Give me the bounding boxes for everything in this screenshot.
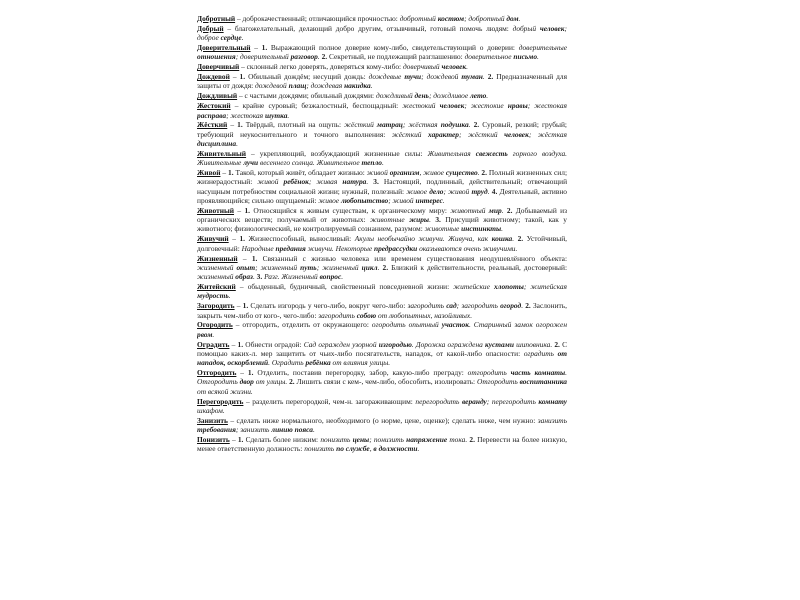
entry-headword: Доверчивый: [197, 62, 240, 72]
entry-zhivuchiy: [197, 234, 567, 253]
entry-definition: – 1. Отделить, поставив перегородку, забор, какую-либо преграду: отгородить часть комнаты. Отгородить двор от улицы. 2. Лишить связи с кем-, чем-либо, обособить, изолировать: Отгородить воспитанника от всякой жизни.: [197, 368, 567, 396]
entry-headword: Отгородить: [197, 368, 237, 378]
entry-headword: Живой: [197, 168, 221, 178]
entry-definition: – благожелательный, делающий добро другим, отзывчивый, готовый помочь людям: добрый человек; доброе сердце.: [197, 23, 567, 43]
entry-zhiznenny: [197, 254, 567, 282]
entry-peregorodit: [197, 397, 567, 416]
entry-definition: – 1. Выражающий полное доверие кому-либо, свидетельствующий о доверии: доверительные отношения; доверительный разговор. 2. Секретный, не подлежащий разглашению: доверительное письмо.: [197, 43, 567, 62]
entry-headword: Огородить: [197, 320, 233, 330]
entry-ogradit: [197, 340, 567, 368]
entry-definition: – 1. Сделать более низким: понизить цены; понизить напряжение тока. 2. Перевести на более низкую, менее ответственную должность: понизить по службе, в должности.: [197, 434, 567, 454]
entry-definition: – 1. Такой, который живёт, обладает жизнью: живой организм, живое существо. 2. Полный жизненных сил; жизнерадостный: живой ребёнок; живая натура. 3. Настоящий, подлинный, действительный; отвечающий насущным потребностям социальной жизни; нужный, полезный: живое дело; живой труд. 4. Деятельный, активно проявляющийся; сильно ощущаемый: живое любопытство; живой интерес.: [197, 168, 567, 205]
entry-zagorodit: [197, 301, 567, 320]
entry-headword: Перегородить: [197, 396, 244, 406]
entry-headword: Понизить: [197, 434, 230, 444]
entry-headword: Доверительный: [197, 43, 251, 53]
entry-definition: – 1. Обильный дождём; несущий дождь: дождевые тучи; дождевой туман. 2. Предназначенный для защиты от дождя: дождевой плащ; дождевая накидка.: [197, 72, 567, 91]
entry-dobrotny: [197, 14, 567, 23]
entry-dobry: [197, 24, 567, 43]
entry-headword: Добрый: [197, 23, 224, 33]
entry-headword: Дождевой: [197, 72, 230, 82]
entry-dozhdlivy: [197, 91, 567, 100]
entry-definition: – доброкачественный; отличающийся прочностью: добротный костюм; добротный дом.: [236, 14, 521, 23]
entry-dozhdevoy: [197, 72, 567, 91]
entry-headword: Добротный: [197, 14, 236, 23]
entry-otgorodit: [197, 368, 567, 396]
entry-doverchivy: [197, 62, 567, 71]
dictionary-text: [197, 14, 567, 574]
entry-zhiteyskiy: [197, 282, 567, 301]
entry-headword: Житейский: [197, 282, 236, 292]
entry-definition: – укрепляющий, возбуждающий жизненные силы: Живительная свежесть горного воздуха. Живительные лучи весеннего солнца. Живительное тепло.: [197, 148, 567, 168]
entry-headword: Занизить: [197, 415, 228, 425]
entry-definition: – 1. Твёрдый, плотный на ощупь: жёсткий матрац; жёсткая подушка. 2. Суровый, резкий; грубый; требующий неукоснительного и точного выполнения: жёсткий характер; жёсткий человек; жёсткая дисциплина.: [197, 120, 567, 149]
entry-definition: – 1. Относящийся к живым существам, к органическому миру: животный мир. 2. Добываемый из органических веществ; получаемый от животных: животные жиры. 3. Присущий животному; такой, как у животного; физиологический, не контролируемый сознанием, разумом: животные инстинкты.: [197, 205, 567, 234]
entry-zhivotny: [197, 206, 567, 234]
entry-definition: – 1. Обнести оградой: Сад огражден узорной изгородью. Дорожка ограждена кустами шиповника. 2. С помощью каких-л. мер защитить от чьих-либо посягательств, нападок, от какой-либо опасности: оградить от нападок, оскорблений. Оградить ребёнка от влияния улицы.: [197, 339, 567, 368]
entry-definition: – отгородить, отделить от окружающего: огородить опытный участок. Старинный замок огорожен рвом.: [197, 320, 567, 339]
entry-zhyostkiy: [197, 120, 567, 148]
entry-headword: Дождливый: [197, 91, 238, 101]
entry-zhestokiy: [197, 101, 567, 120]
entry-ogorodit: [197, 320, 567, 339]
entry-definition: – разделить перегородкой, чем-н. загораживающим: перегородить веранду; перегородить комнату шкафом.: [197, 396, 567, 415]
entry-definition: – сделать ниже нормального, необходимого (о норме, цене, оценке); сделать ниже, чем нужно: занизить требования; занизить линию пояса.: [197, 415, 567, 435]
entry-definition: – с частыми дождями; обильный дождями: дождливый день; дождливое лето.: [238, 91, 489, 101]
entry-definition: – 1. Сделать изгородь у чего-либо, вокруг чего-либо: загородить сад; загородить огород. 2. Заслонить, закрыть чем-либо от кого-, чего-либо: загородить собою от любопытных, назойливых.: [197, 301, 567, 320]
entry-definition: – 1. Связанный с жизнью человека или временем существования неодушевлённого объекта: жизненный опыт; жизненный путь; жизненный цикл. 2. Близкий к действительности, реальный, достоверный: жизненный образ. 3. Разг. Жизненный вопрос.: [197, 253, 567, 282]
entry-zanizit: [197, 416, 567, 435]
entry-definition: – склонный легко доверять, доверяться кому-либо: доверчивый человек.: [241, 62, 468, 72]
entry-headword: Жизненный: [197, 253, 238, 263]
entry-headword: Живительный: [197, 148, 247, 158]
entry-headword: Живучий: [197, 234, 229, 244]
entry-headword: Жёсткий: [197, 120, 228, 130]
entry-zhivoy: [197, 168, 567, 205]
entry-doveritelny: [197, 43, 567, 62]
entry-headword: Оградить: [197, 339, 230, 349]
entry-definition: – 1. Жизнеспособный, выносливый: Акулы необычайно живучи. Живуча, как кошка. 2. Устойчивый, долговечный: Народные предания живучи. Некоторые предрассудки оказываются очень живучими.: [197, 234, 567, 253]
entry-headword: Жестокий: [197, 101, 231, 111]
entry-definition: – обыденный, будничный, свойственный повседневной жизни: житейские хлопоты; житейская мудрость.: [197, 282, 567, 301]
entry-headword: Животный: [197, 205, 235, 215]
entry-zhivitelny: [197, 149, 567, 168]
entry-ponizit: [197, 435, 567, 454]
entry-definition: – крайне суровый; безжалостный, беспощадный: жестокий человек; жестокие нравы; жестокая расправа; жестокая шутка.: [197, 101, 567, 120]
entry-headword: Загородить: [197, 301, 235, 311]
